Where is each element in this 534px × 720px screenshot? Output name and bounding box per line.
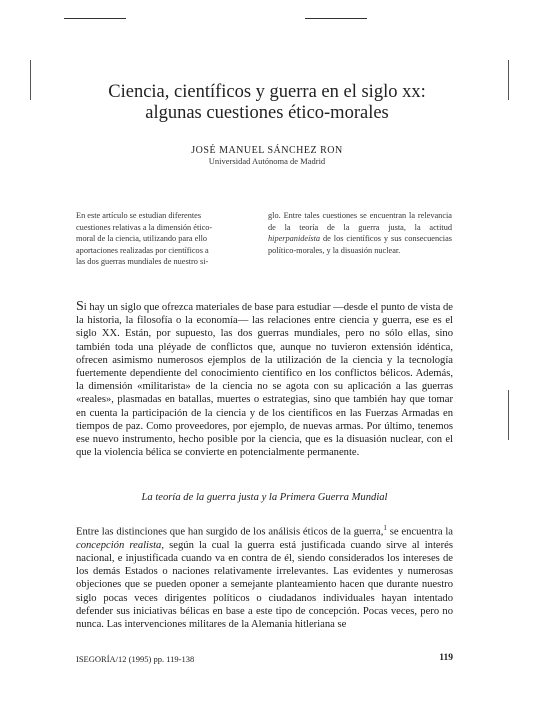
paragraph-1-text: i hay un siglo que ofrezca materiales de base para estudiar —desde el punto de vista de la historia, la filosofía o la economía— las relaciones entre ciencia y guerra, ese es el siglo XX. Están, por supuesto, las dos guerras mundiales, pero no sólo ellas, sino también toda una pléyade de conflictos que, aunque no tuvieron extensión idéntica, ofrecen asimismo numerosos ejemplos de la utilización de la ciencia y la tecnología fuertemente dependiente del conocimiento científico en los conflictos bélicos. Además, la dimensión «militarista» de la ciencia no se agota con su aplicación a las guerras «reales», plasmadas en batallas, muertes o estrategias, sino que también hay que tomar en cuenta la participación de la ciencia y de los científicos en las Fuerzas Armadas en tiempos de paz. Como proveedores, por ejemplo, de nuevas armas. Por último, tenemos ese nuevo instrumento, hecho posible por la ciencia, que es la disuasión nuclear, con el que la violencia bélica se convierte en potencialmente permanente.	[76, 302, 453, 459]
body-paragraph-1	[76, 300, 453, 459]
crop-mark-right-lower	[508, 390, 509, 440]
abstract-left-line: aportaciones realizadas por científicos a	[76, 245, 209, 255]
footnote-marker: 1	[383, 524, 387, 532]
paragraph-2-text: , según la cual la guerra está justificada cuando sirve al interés nacional, e injustificada cuando va en contra de él, siendo considerados los intereses de los demás Estados o naciones relativamente irrelevantes. Las evidentes y numerosas objeciones que se pueden oponer a semejante planteamiento hacen que durante nuestro siglo pocas veces dirigentes políticos o ciudadanos individuales hayan intentado defender sus iniciativas bélicas en base a este tipo de concepción. Pocas veces, pero no nunca. Las intervenciones militares de la Alemania hitleriana se	[76, 539, 453, 630]
author-name: JOSÉ MANUEL SÁNCHEZ RON	[191, 145, 343, 156]
paragraph-2-text: Entre las distinciones que han surgido de los análisis éticos de la guerra,	[76, 526, 384, 538]
abstract-left-column	[76, 210, 252, 268]
article-title	[40, 82, 494, 124]
crop-mark-left	[30, 60, 31, 100]
paragraph-2-text: se encuentra la	[386, 526, 453, 538]
abstract-right-column	[268, 210, 452, 256]
body-paragraph-2	[76, 522, 453, 631]
abstract-left-line: En este artículo se estudian diferentes	[76, 211, 202, 220]
journal-citation: ISEGORÍA/12 (1995) pp. 119-138	[76, 654, 195, 664]
abstract-right-text-end: de los científicos y sus consecuencias político-morales, y la disuasión nuclear.	[268, 234, 452, 255]
section-heading: La teoría de la guerra justa y la Primera Guerra Mundial	[141, 492, 388, 503]
abstract-left-line: moral de la ciencia, utilizando para ello	[76, 234, 208, 243]
abstract-italic-term: hiperpanideísta	[268, 234, 321, 243]
abstract-right-text: glo. Entre tales cuestiones se encuentran la relevancia de la teoría de la guerra justa, la actitud	[268, 211, 452, 232]
initial-letter: S	[76, 299, 84, 314]
crop-mark-right	[508, 60, 509, 100]
abstract-left-line: las dos guerras mundiales de nuestro si-	[76, 257, 209, 266]
title-line-1: Ciencia, científicos y guerra en el siglo xx:	[108, 82, 426, 102]
abstract-left-line: cuestiones relativas a la dimensión ético-	[76, 222, 213, 232]
page-number: 119	[439, 653, 453, 663]
top-right-rule	[305, 18, 367, 19]
title-line-2: algunas cuestiones ético-morales	[145, 103, 389, 123]
top-left-rule	[64, 18, 126, 19]
author-affiliation: Universidad Autónoma de Madrid	[208, 156, 326, 166]
italic-term: concepción realista	[76, 539, 162, 551]
